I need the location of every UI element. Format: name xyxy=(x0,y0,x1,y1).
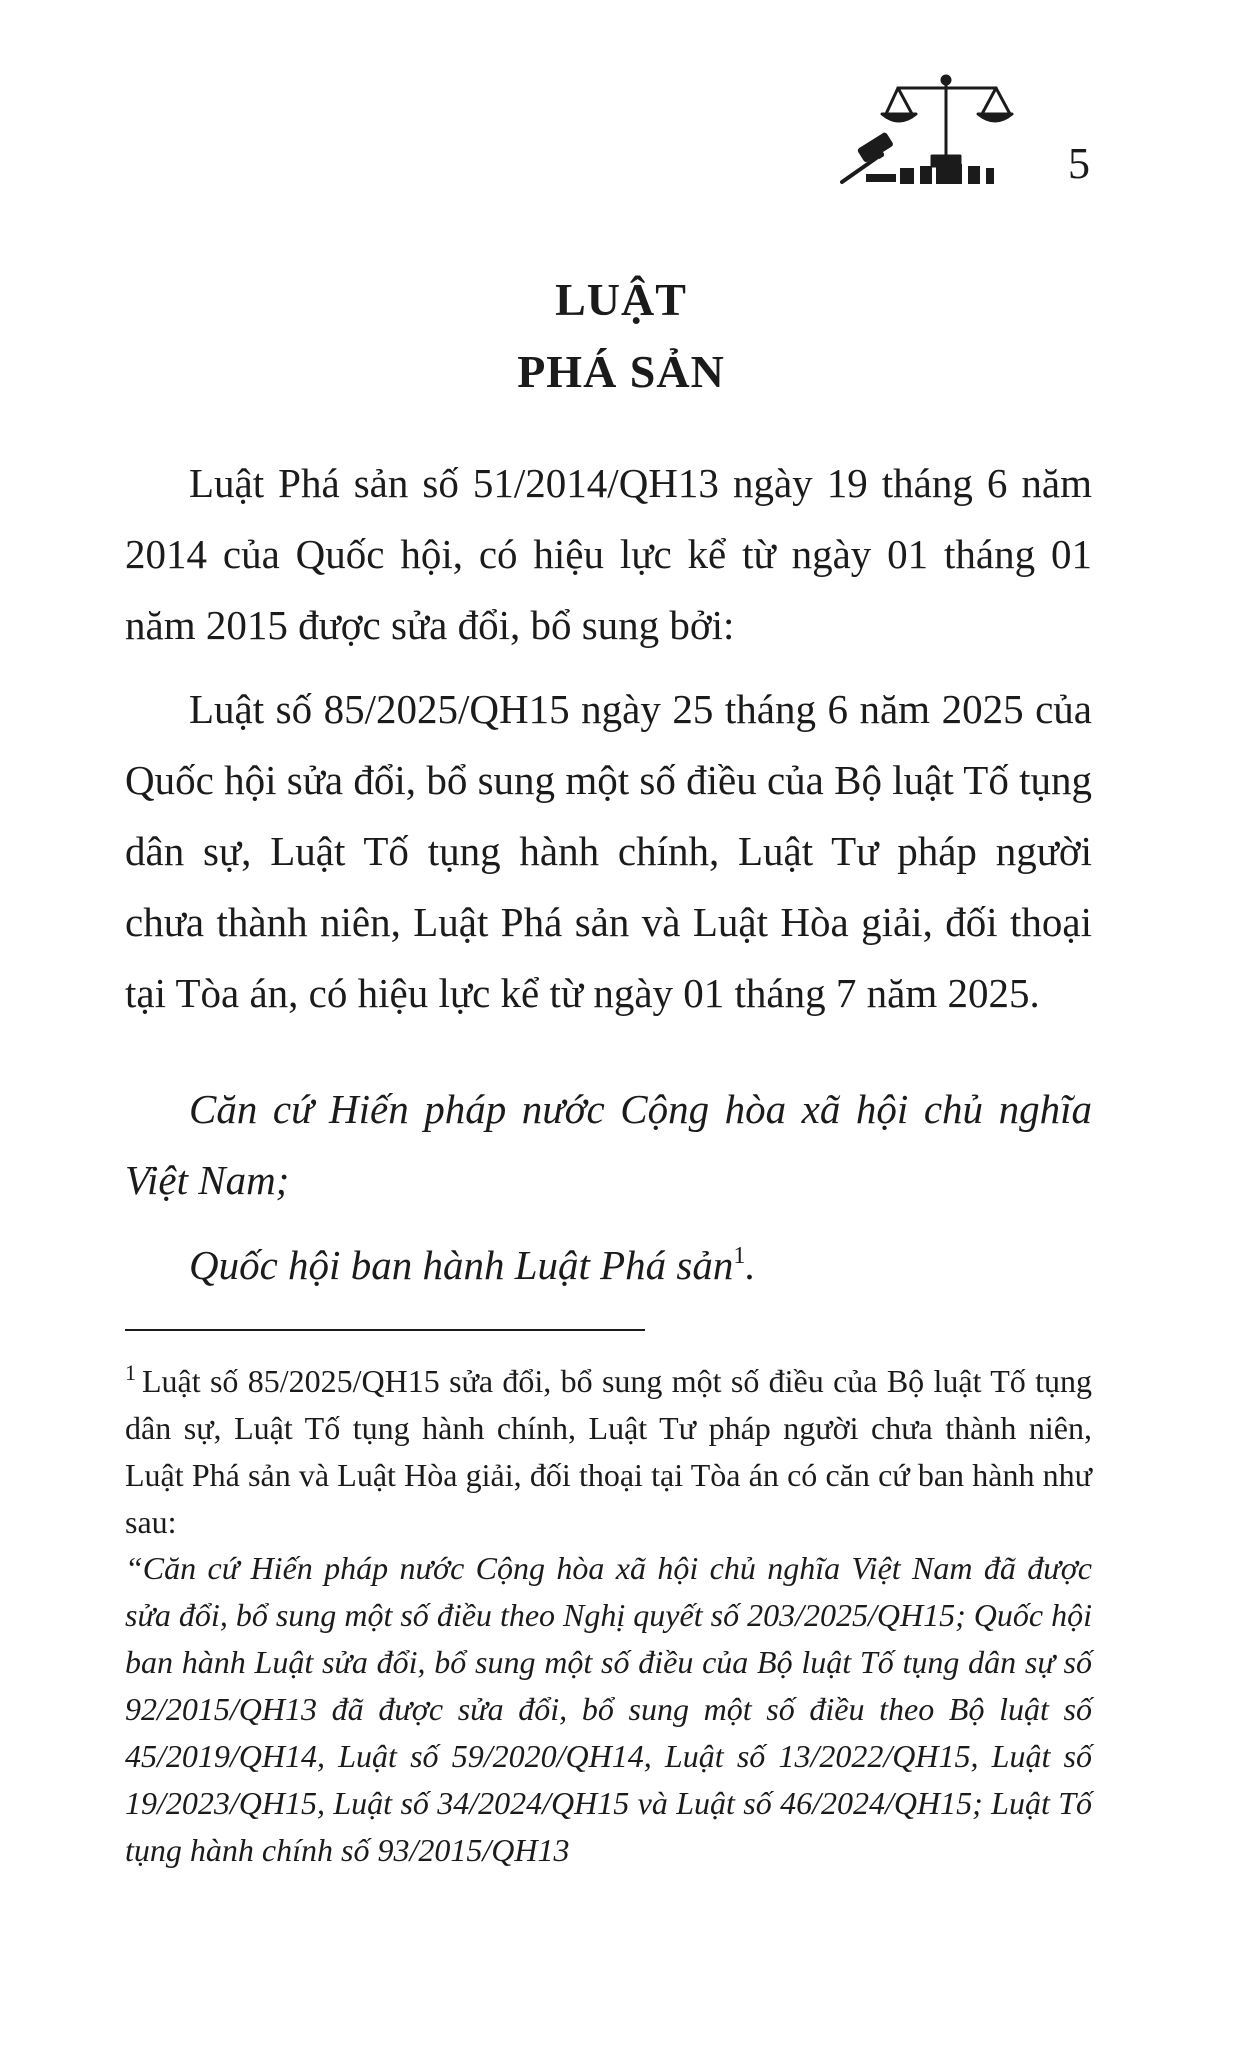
footnote-reference[interactable]: 1 xyxy=(733,1243,746,1269)
intro-paragraph: Luật Phá sản số 51/2014/QH13 ngày 19 tháng 6 năm 2014 của Quốc hội, có hiệu lực kể từ ngày 01 tháng 01 năm 2015 được sửa đổi, bổ sung bởi: xyxy=(125,460,1092,648)
scales-of-justice-gavel-icon xyxy=(836,74,1014,186)
footnote-quote: “Căn cứ Hiến pháp nước Cộng hòa xã hội chủ nghĩa Việt Nam đã được sửa đổi, bổ sung một số điều theo Nghị quyết số 203/2025/QH15; Quốc hội ban hành Luật sửa đổi, bổ sung một số điều của Bộ luật Tố tụng dân sự số 92/2015/QH13 đã được sửa đổi, bổ sung một số điều theo Bộ luật số 45/2019/QH14, Luật số 59/2020/QH14, Luật số 13/2022/QH15, Luật số 19/2023/QH15, Luật số 34/2024/QH15 và Luật số 46/2024/QH15; Luật Tố tụng hành chính số 93/2015/QH13 xyxy=(125,1550,1092,1868)
footnote-number: 1 xyxy=(125,1360,136,1385)
enactment-text: Quốc hội ban hành Luật Phá sản xyxy=(189,1242,734,1288)
legal-basis-paragraph: Căn cứ Hiến pháp nước Cộng hòa xã hội chủ nghĩa Việt Nam; xyxy=(125,1086,1092,1203)
enactment-period: . xyxy=(745,1242,756,1288)
footnote-text xyxy=(125,1358,1092,1546)
law-title-line-2: PHÁ SẢN xyxy=(517,346,725,397)
enactment-paragraph xyxy=(125,1230,1092,1301)
footnote-divider xyxy=(125,1329,645,1331)
amendment-paragraph: Luật số 85/2025/QH15 ngày 25 tháng 6 năm 2025 của Quốc hội sửa đổi, bổ sung một số điều của Bộ luật Tố tụng dân sự, Luật Tố tụng hành chính, Luật Tư pháp người chưa thành niên, Luật Phá sản và Luật Hòa giải, đối thoại tại Tòa án, có hiệu lực kể từ ngày 01 tháng 7 năm 2025. xyxy=(125,686,1092,1016)
page-number: 5 xyxy=(1068,139,1091,188)
law-title-line-1: LUẬT xyxy=(555,274,687,325)
footnote-body: Luật số 85/2025/QH15 sửa đổi, bổ sung một số điều của Bộ luật Tố tụng dân sự, Luật Tố tụng hành chính, Luật Tư pháp người chưa thành niên, Luật Phá sản và Luật Hòa giải, đối thoại tại Tòa án có căn cứ ban hành như sau: xyxy=(125,1363,1092,1540)
